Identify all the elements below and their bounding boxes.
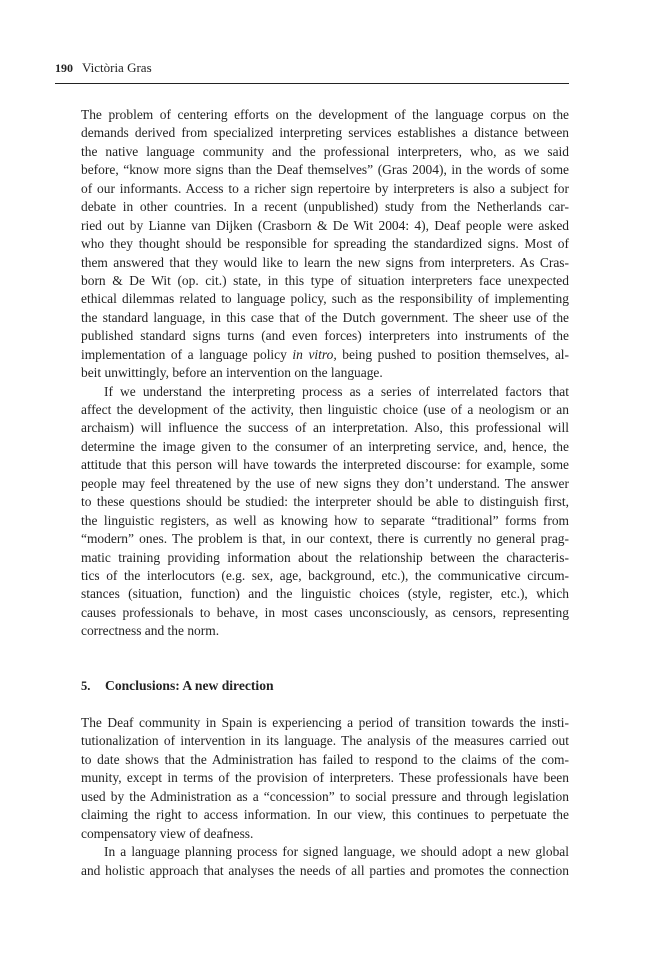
text-line: ethical dilemmas related to language policy, such as the responsibility of implementing	[81, 291, 569, 307]
paragraph	[81, 714, 569, 843]
paragraph	[81, 843, 569, 880]
text-line: “modern” ones. The problem is that, in our context, there is currently no general prag-	[81, 531, 569, 547]
body-text-upper	[81, 106, 569, 641]
running-header	[55, 60, 569, 84]
text-line: them answered that they would like to learn the new signs from interpreters. As Cras-	[81, 254, 569, 270]
text-line: determine the image given to the consumer of an interpreting service, and, hence, the	[81, 438, 569, 454]
italic-text: in vitro,	[292, 346, 337, 362]
text-line: to these questions should be studied: the interpreter should be able to distinguish first,	[81, 494, 569, 510]
text-line: In a language planning process for signed language, we should adopt a new global	[104, 844, 569, 860]
text-line: the linguistic registers, as well as knowing how to separate “traditional” forms from	[81, 512, 569, 528]
text-line: tics of the interlocutors (e.g. sex, age, background, etc.), the communicative circum-	[81, 567, 569, 583]
text-line: ried out by Lianne van Dijken (Crasborn & De Wit 2004: 4), Deaf people were asked	[81, 217, 569, 233]
text-line: to date shows that the Administration has failed to respond to the claims of the com-	[81, 751, 569, 767]
text-line: the standard language, in this case that of the Dutch government. The sheer use of the	[81, 309, 569, 325]
text-line: compensatory view of deafness.	[81, 825, 254, 841]
running-header-author: Victòria Gras	[82, 60, 152, 75]
text-line: tutionalization of intervention in its language. The analysis of the measures carried out	[81, 733, 569, 749]
paragraph	[81, 106, 569, 383]
text-line: matic training providing information about the relationship between the characteris-	[81, 549, 569, 565]
text-line: published standard signs turns (and even forces) interpreters into instruments of the	[81, 328, 569, 344]
text-line: If we understand the interpreting process as a series of interrelated factors that	[104, 383, 569, 399]
section-heading	[81, 678, 569, 694]
section-title: Conclusions: A new direction	[105, 678, 274, 693]
section-number: 5.	[81, 679, 91, 693]
text-line: debate in other countries. In a recent (unpublished) study from the Netherlands car-	[81, 199, 569, 215]
text-line: munity, except in terms of the provision of interpreters. These professionals have been	[81, 770, 569, 786]
text-run: being pushed to position themselves, al-	[336, 346, 569, 362]
text-line: affect the development of the activity, then linguistic choice (use of a neologism or an	[81, 402, 569, 417]
text-line: people may feel threatened by the use of new signs they don’t understand. The answer	[81, 475, 569, 491]
text-line: of our informants. Access to a richer sign repertoire by interpreters is also a subject for	[81, 180, 569, 196]
text-line: used by the Administration as a “concession” to social pressure and through legislation	[81, 788, 569, 804]
text-line: stances (situation, function) and the linguistic choices (style, register, etc.), which	[81, 586, 569, 602]
text-line: archaism) will influence the success of an interpretation. Also, this professional will	[81, 420, 569, 436]
text-line	[81, 346, 569, 364]
body-text-lower	[81, 714, 569, 880]
text-line: claiming the right to access information. In our view, this continues to perpetuate the	[81, 807, 569, 823]
text-line: the native language community and the professional interpreters, who, as we said	[81, 143, 569, 159]
text-run: implementation of a language policy	[81, 346, 293, 362]
text-line: correctness and the norm.	[81, 623, 220, 639]
text-line: The Deaf community in Spain is experiencing a period of transition towards the insti-	[81, 715, 569, 730]
text-line: before, “know more signs than the Deaf themselves” (Gras 2004), in the words of some	[81, 162, 569, 178]
paragraph	[81, 383, 569, 641]
text-line: causes professionals to behave, in most cases unconsciously, as censors, representing	[81, 604, 569, 620]
text-line: born & De Wit (op. cit.) state, in this type of situation interpreters face unexpected	[81, 272, 569, 288]
text-line: attitude that this person will have towards the interpreted discourse: for example, some	[81, 457, 569, 473]
text-line: and holistic approach that analyses the needs of all parties and promotes the connection	[81, 862, 569, 878]
text-line: The problem of centering efforts on the development of the language corpus on the	[81, 107, 569, 122]
page-number: 190	[55, 61, 73, 75]
text-line: who they thought should be responsible for spreading the standardized signs. Most of	[81, 236, 569, 252]
text-line: beit unwittingly, before an intervention on the language.	[81, 365, 383, 381]
text-line: demands derived from specialized interpreting services establishes a distance between	[81, 125, 569, 141]
